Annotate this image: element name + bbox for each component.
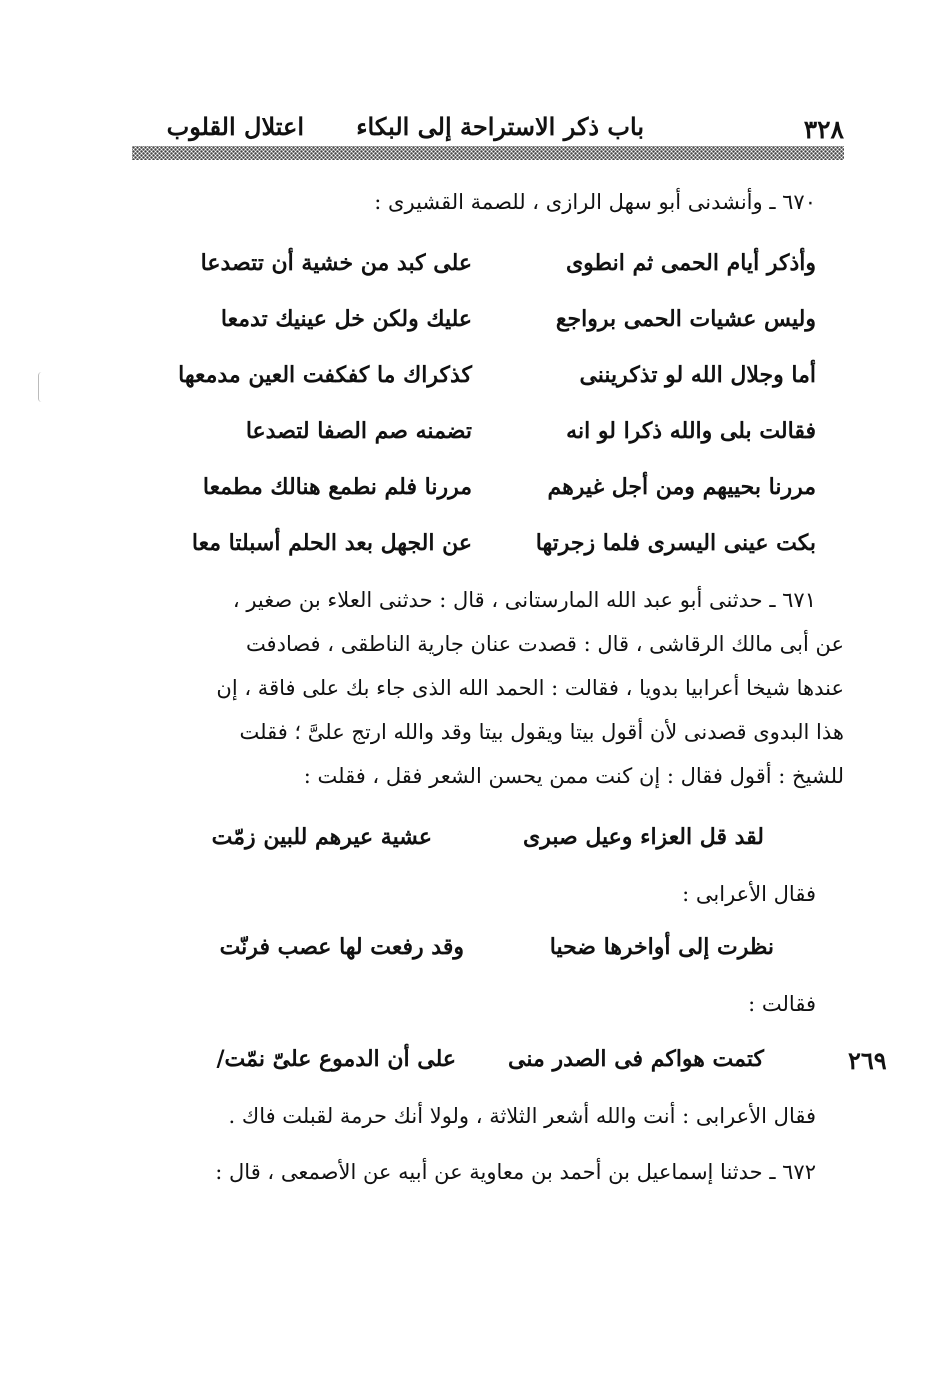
margin-page-number: ٢٦٩: [848, 1046, 887, 1075]
speaker-lead: فقال الأعرابى :: [682, 882, 816, 906]
verse-first-hemistich: كتمت هواكم فى الصدر منى: [508, 1046, 764, 1072]
paragraph-line: للشيخ : أقول فقال : إن كنت ممن يحسن الشعر فقل ، فقلت :: [303, 764, 844, 788]
verse-first-hemistich: مررنا بحييهم ومن أجل غيرهم: [547, 474, 816, 500]
chapter-title: باب ذكر الاستراحة إلى البكاء: [356, 112, 644, 141]
verse-second-hemistich: مررنا فلم نطمع هنالك مطمعا: [202, 474, 472, 500]
verse-first-hemistich: فقالت بلى والله ذكرا لو انه: [566, 418, 816, 444]
paragraph-line: عن أبى مالك الرقاشى ، قال : قصدت عنان جارية الناطقى ، فصادفت: [245, 632, 844, 656]
verse-second-hemistich: كذكراك ما كفكفت العين مدمعها: [178, 362, 472, 388]
verse-first-hemistich: أما وجلال الله لو تذكريننى: [579, 362, 816, 388]
paragraph-line: هذا البدوى قصدنى لأن أقول بيتا ويقول بيتا وقد والله ارتج علىَّ ؛ فقلت: [239, 720, 844, 744]
verse-second-hemistich: عن الجهل بعد الحلم أسبلتا معا: [191, 530, 472, 556]
verse-first-hemistich: لقد قل العزاء وعيل صبرى: [523, 824, 764, 850]
item-670-intro: ٦٧٠ ـ وأنشدنى أبو سهل الرازى ، للصمة القشيرى :: [374, 190, 816, 214]
paragraph-line: ٦٧١ ـ حدثنى أبو عبد الله المارستانى ، قال : حدثنى العلاء بن صغير ،: [232, 588, 816, 612]
verse-first-hemistich: وأذكر أيام الحمى ثم انطوى: [565, 250, 816, 276]
verse-second-hemistich: عليك ولكن خل عينيك تدمعا: [220, 306, 472, 332]
speaker-lead: فقالت :: [748, 992, 816, 1016]
item-672-intro: ٦٧٢ ـ حدثنا إسماعيل بن أحمد بن معاوية عن أبيه عن الأصمعى ، قال :: [215, 1160, 816, 1184]
book-title: اعتلال القلوب: [166, 112, 304, 141]
verse-second-hemistich: على أن الدموع علىّ نمّت/: [216, 1046, 456, 1072]
verse-first-hemistich: نظرت إلى أواخرها ضحيا: [549, 934, 774, 960]
header-divider: [132, 146, 844, 160]
verse-first-hemistich: بكت عينى اليسرى فلما زجرتها: [535, 530, 816, 556]
verse-second-hemistich: عشية عيرهم للبين زمّت: [211, 824, 432, 850]
closing-line: فقال الأعرابى : أنت والله أشعر الثلاثة ، ولولا أنك حرمة لقبلت فاك .: [228, 1104, 816, 1128]
verse-first-hemistich: وليس عشيات الحمى برواجع: [555, 306, 816, 332]
verse-second-hemistich: على كبد من خشية أن تتصدعا: [200, 250, 472, 276]
page-number: ٣٢٨: [803, 115, 844, 144]
verse-second-hemistich: وقد رفعت لها عصب فرنّت: [219, 934, 464, 960]
verse-second-hemistich: تضمنه صم الصفا لتصدعا: [245, 418, 472, 444]
scan-mark: [38, 372, 45, 402]
paragraph-line: عندها شيخا أعرابيا بدويا ، فقالت : الحمد الله الذى جاء بك على فاقة ، إن: [216, 676, 844, 700]
